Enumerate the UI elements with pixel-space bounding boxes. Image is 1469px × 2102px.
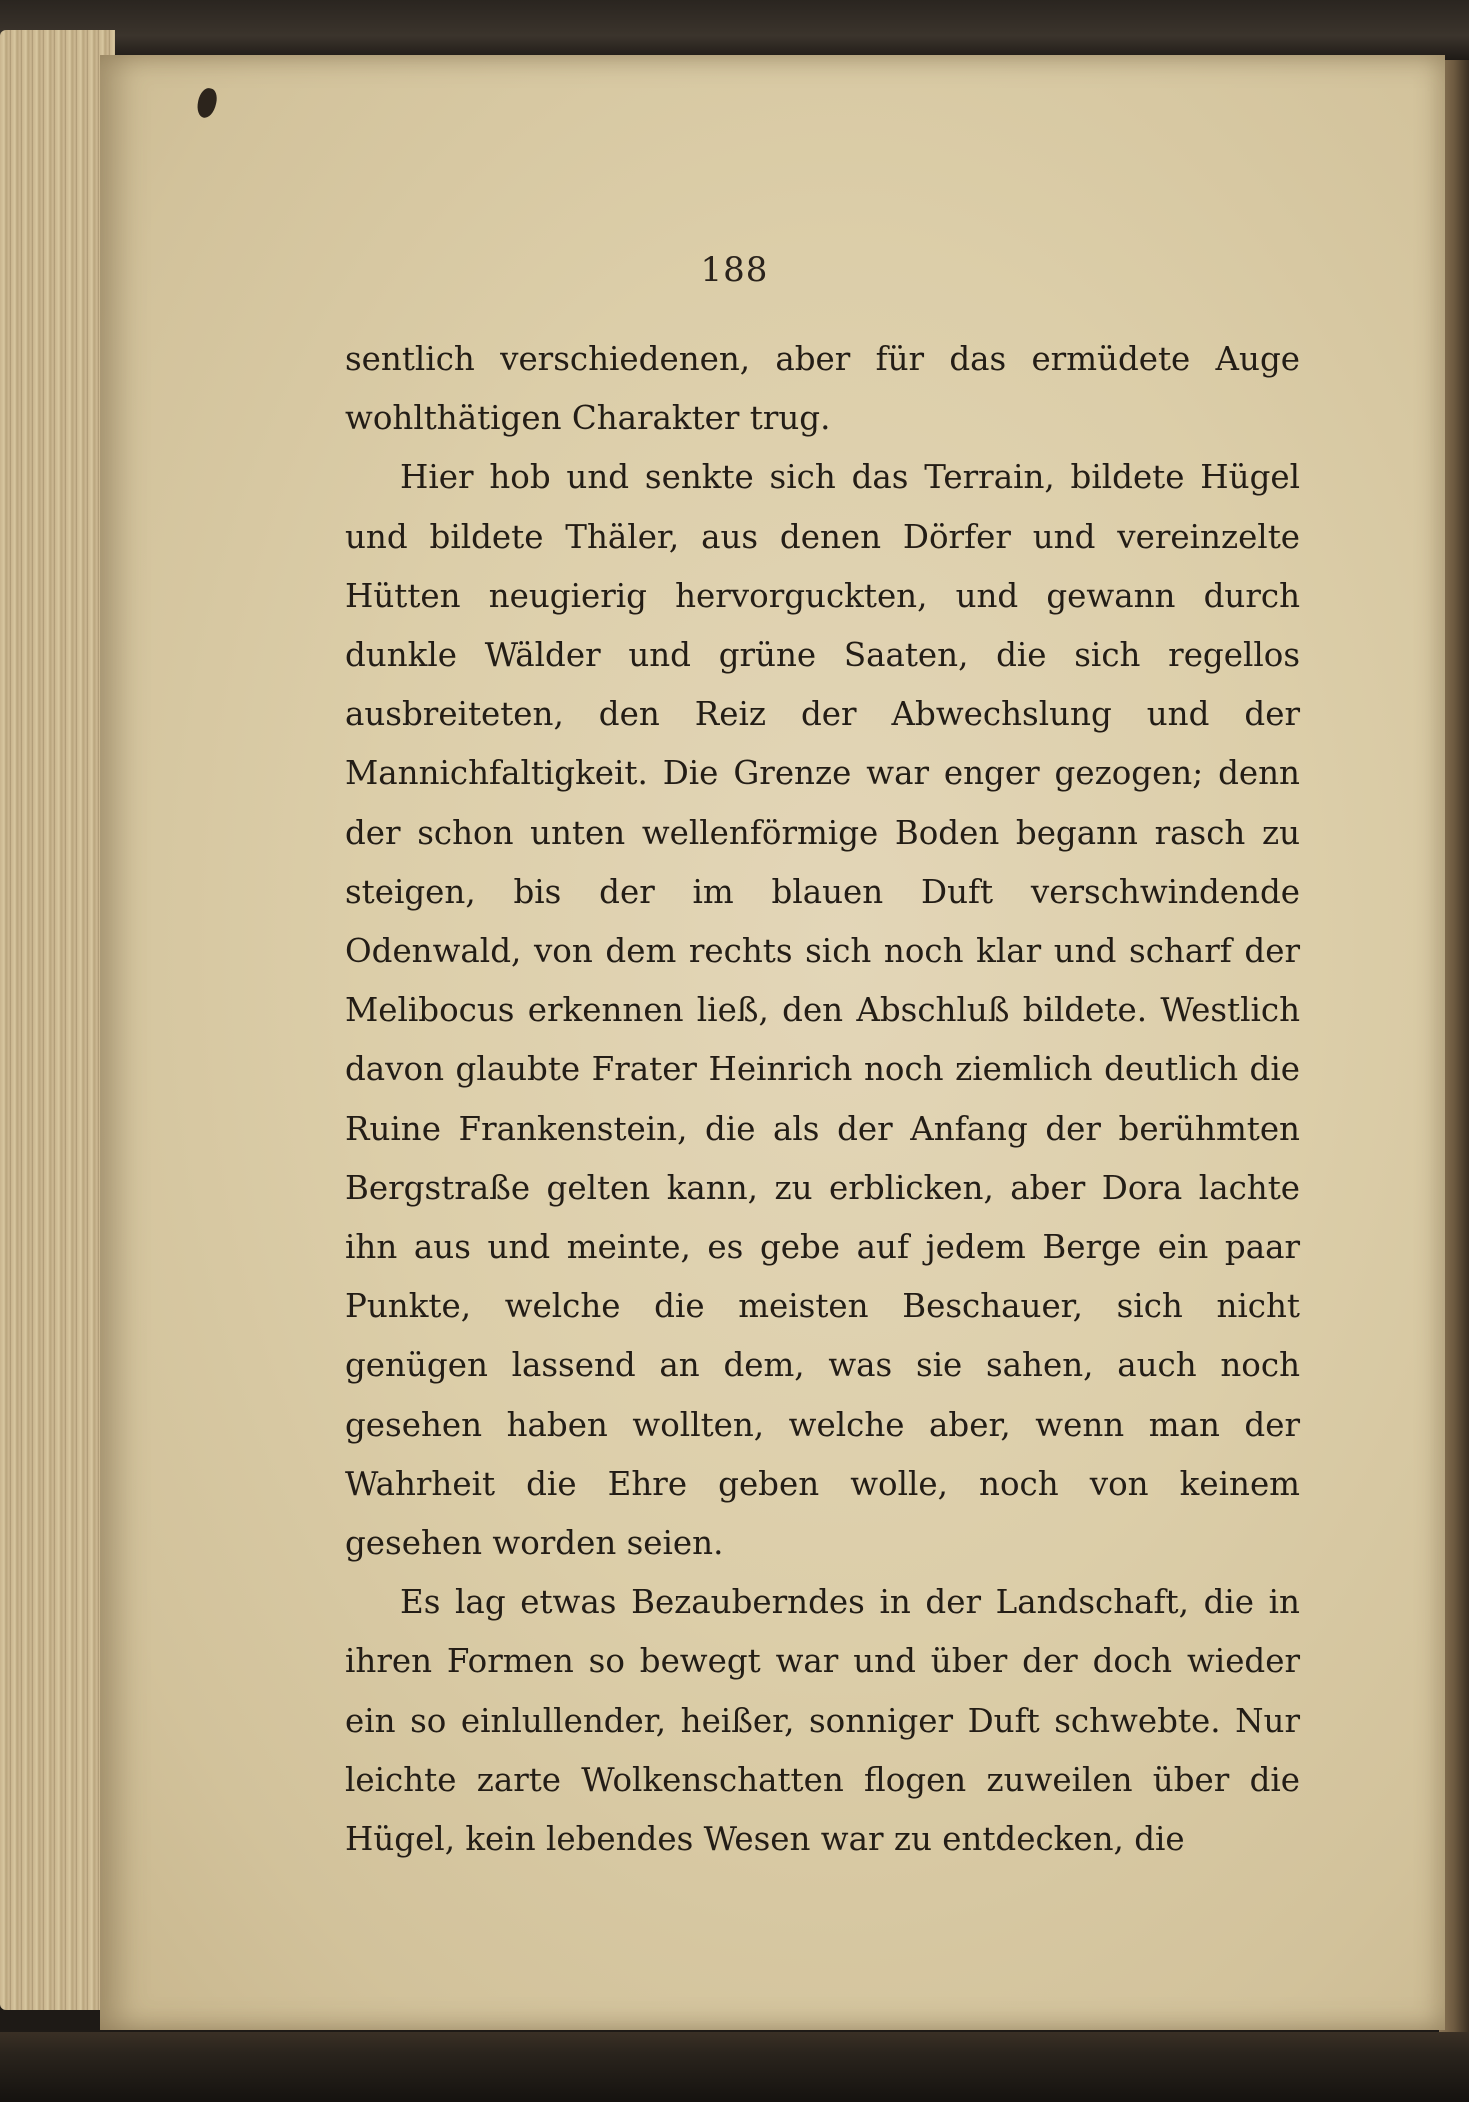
body-text	[345, 330, 1300, 1869]
paragraph-continued: sentlich verschiedenen, aber für das ermüdete Auge wohlthätigen Charakter trug.	[345, 340, 1300, 438]
scan-top-border	[0, 0, 1469, 60]
paragraph: Hier hob und senkte sich das Terrain, bildete Hügel und bildete Thäler, aus denen Dörfer und vereinzelte Hütten neugierig hervorguckten, und gewann durch dunkle Wälder und grüne Saaten, die sich regellos ausbreiteten, den Reiz der Abwechslung und der Mannichfaltigkeit. Die Grenze war enger gezogen; denn der schon unten wellenförmige Boden begann rasch zu steigen, bis der im blauen Duft verschwindende Odenwald, von dem rechts sich noch klar und scharf der Melibocus erkennen ließ, den Abschluß bildete. Westlich davon glaubte Frater Heinrich noch ziemlich deutlich die Ruine Frankenstein, die als der Anfang der berühmten Bergstraße gelten kann, zu erblicken, aber Dora lachte ihn aus und meinte, es gebe auf jedem Berge ein paar Punkte, welche die meisten Beschauer, sich nicht genügen lassend an dem, was sie sahen, auch noch gesehen haben wollten, welche aber, wenn man der Wahrheit die Ehre geben wolle, noch von keinem gesehen worden seien.	[345, 458, 1300, 1563]
scan-bottom-border	[0, 2032, 1469, 2102]
paragraph: Es lag etwas Bezauberndes in der Landschaft, die in ihren Formen so bewegt war und über der doch wieder ein so einlullender, heißer, sonniger Duft schwebte. Nur leichte zarte Wolkenschatten flogen zuweilen über die Hügel, kein lebendes Wesen war zu entdecken, die	[345, 1583, 1300, 1859]
book-page-edges	[0, 30, 115, 2010]
page-number: 188	[700, 250, 769, 290]
